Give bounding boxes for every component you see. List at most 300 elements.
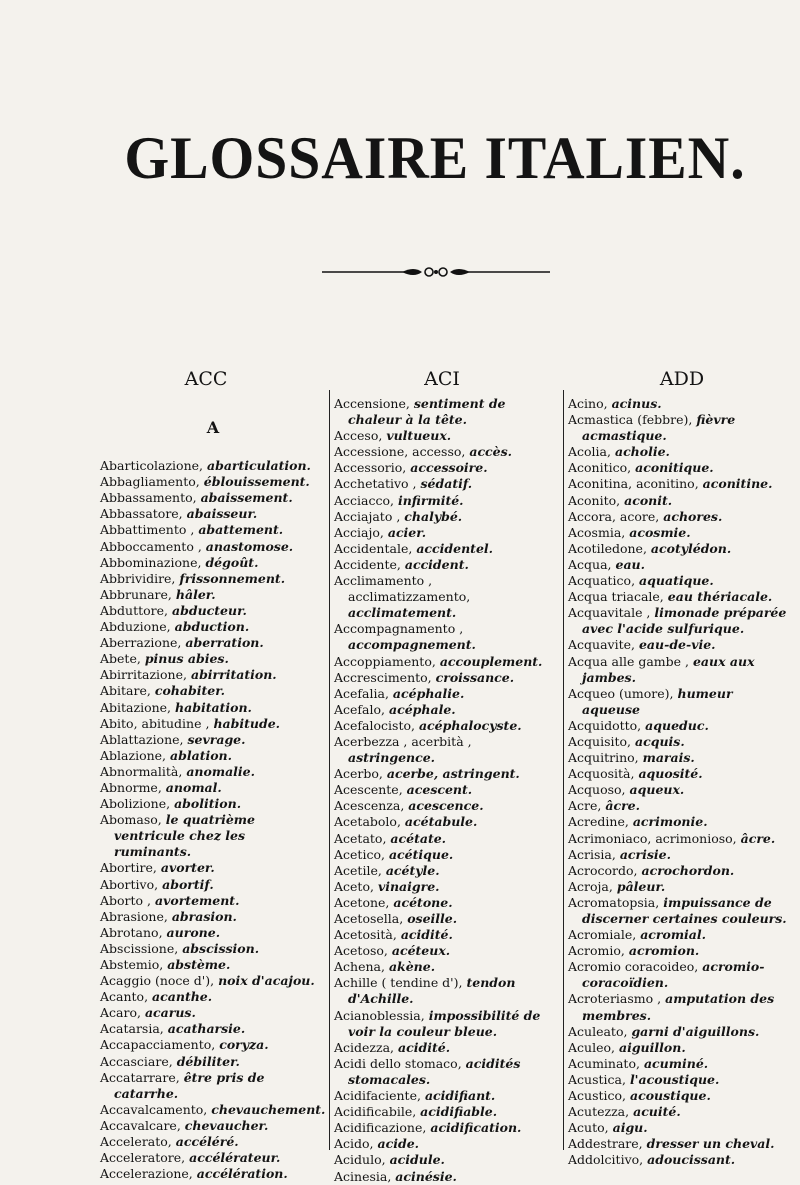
page-title: GLOSSAIRE ITALIEN. <box>124 125 746 191</box>
glossary-entry <box>334 1136 558 1152</box>
glossary-entry <box>100 941 326 957</box>
entry-gloss: acéphale. <box>389 701 456 717</box>
entry-gloss: âcre. <box>740 830 776 846</box>
glossary-entry <box>100 909 326 925</box>
entry-gloss: acromial. <box>640 927 706 943</box>
entry-gloss: acarus. <box>144 1005 196 1021</box>
glossary-entry <box>568 460 790 476</box>
glossary-entry <box>100 571 326 587</box>
glossary-entry <box>568 991 790 1023</box>
entry-gloss: acescent. <box>406 782 473 798</box>
entry-gloss: noix d'acajou. <box>218 973 315 989</box>
entry-gloss: acescence. <box>408 798 484 814</box>
entry-gloss: acuminé. <box>643 1055 709 1071</box>
section-letter: A <box>206 418 220 437</box>
glossary-entry <box>334 509 558 525</box>
glossary-entry <box>100 683 326 699</box>
entry-gloss: éblouissement. <box>203 474 310 490</box>
glossary-entry <box>100 1005 326 1021</box>
entry-term: Acido, <box>334 1136 374 1152</box>
entry-term: Acrimoniaco, acrimonioso, <box>568 830 737 846</box>
entry-gloss: acosmie. <box>629 524 691 540</box>
glossary-entry <box>568 1120 790 1136</box>
entry-term: Addolcitivo, <box>568 1152 644 1168</box>
glossary-entry <box>568 814 790 830</box>
entry-term: Acroja, <box>568 878 613 894</box>
entry-gloss: aquatique. <box>639 573 714 589</box>
entry-term: Abortivo, <box>100 876 159 892</box>
entry-term: Acotiledone, <box>568 540 647 556</box>
glossary-entry <box>568 831 790 847</box>
entry-term: Abarticolazione, <box>100 458 203 474</box>
glossary-entry <box>568 396 790 412</box>
entry-gloss: acrisie. <box>619 846 671 862</box>
entry-term: Acromiale, <box>568 927 637 943</box>
entry-gloss: ablation. <box>170 747 232 763</box>
glossary-entry <box>568 1056 790 1072</box>
entry-term: Accessorio, <box>334 460 407 476</box>
entry-gloss: aconitique. <box>635 460 714 476</box>
glossary-entry <box>568 637 790 653</box>
glossary-entry <box>100 458 326 474</box>
entry-gloss: acétone. <box>393 894 453 910</box>
glossary-entry <box>334 1008 558 1040</box>
entry-gloss: acéteux. <box>391 943 451 959</box>
glossary-entry <box>334 1120 558 1136</box>
glossary-entry <box>100 667 326 683</box>
glossary-entry <box>334 1088 558 1104</box>
entry-term: Acefalocisto, <box>334 717 415 733</box>
entry-gloss: acerbe, astringent. <box>386 766 520 782</box>
glossary-entry <box>568 1136 790 1152</box>
glossary-entry <box>100 1054 326 1070</box>
glossary-entry <box>100 1102 326 1118</box>
entry-gloss: accouplement. <box>439 653 543 669</box>
glossary-entry <box>100 989 326 1005</box>
entry-gloss: accident. <box>404 556 469 572</box>
glossary-entry <box>568 782 790 798</box>
entry-gloss: abirritation. <box>190 667 277 683</box>
glossary-column-1 <box>100 398 326 1182</box>
entry-gloss: acinus. <box>611 396 662 411</box>
entry-gloss: acclimatement. <box>348 605 457 621</box>
entry-term: Acromio, <box>568 943 625 959</box>
entry-term: Achille ( tendine d'), <box>334 975 463 991</box>
entry-term: Acqua, <box>568 556 612 572</box>
entry-term: Acquitrino, <box>568 750 639 766</box>
glossary-entry <box>334 686 558 702</box>
glossary-entry <box>334 911 558 927</box>
entry-term: Ablattazione, <box>100 731 184 747</box>
entry-gloss: achores. <box>663 508 723 524</box>
entry-gloss: acier. <box>387 524 427 540</box>
glossary-entry <box>334 525 558 541</box>
entry-term: Accrescimento, <box>334 669 432 685</box>
glossary-entry <box>334 863 558 879</box>
entry-gloss: akène. <box>388 959 436 975</box>
glossary-entry <box>100 1037 326 1053</box>
entry-gloss: acrochordon. <box>641 862 735 878</box>
entry-gloss: fièvre acmastique. <box>582 412 736 444</box>
entry-term: Accavalcare, <box>100 1117 181 1133</box>
entry-gloss: adoucissant. <box>647 1152 736 1168</box>
entry-gloss: accélération. <box>196 1166 288 1182</box>
glossary-entry <box>100 700 326 716</box>
entry-term: Accora, acore, <box>568 508 660 524</box>
entry-gloss: pinus abies. <box>144 651 229 667</box>
entry-term: Abduttore, <box>100 602 168 618</box>
entry-term: Abitazione, <box>100 699 172 715</box>
entry-term: Acromatopsia, <box>568 894 660 910</box>
entry-gloss: acidités stomacales. <box>348 1055 521 1087</box>
glossary-entry <box>568 766 790 782</box>
entry-gloss: abducteur. <box>171 602 247 618</box>
glossary-entry <box>334 1169 558 1185</box>
glossary-entry <box>100 506 326 522</box>
entry-gloss: accès. <box>469 444 513 460</box>
entry-gloss: acanthe. <box>152 989 213 1005</box>
entry-gloss: impossibilité de voir la couleur bleue. <box>348 1007 541 1039</box>
entry-term: Acanto, <box>100 989 149 1005</box>
entry-gloss: dégoût. <box>205 554 259 570</box>
glossary-entry <box>334 573 558 621</box>
entry-gloss: chevauchement. <box>211 1101 326 1117</box>
entry-gloss: aqueux. <box>629 782 685 798</box>
entry-gloss: aiguillon. <box>618 1039 686 1055</box>
entry-term: Aculeato, <box>568 1023 628 1039</box>
entry-gloss: âcre. <box>605 798 640 814</box>
entry-gloss: acromion. <box>628 943 700 959</box>
glossary-entry <box>568 1040 790 1056</box>
glossary-entry <box>334 428 558 444</box>
glossary-entry <box>568 1024 790 1040</box>
entry-term: Abete, <box>100 651 141 667</box>
entry-term: Acetico, <box>334 846 385 862</box>
glossary-entry <box>100 748 326 764</box>
entry-term: Aconitico, <box>568 460 632 476</box>
entry-term: Abortire, <box>100 860 157 876</box>
entry-term: Acuminato, <box>568 1055 640 1071</box>
glossary-column-2 <box>334 396 558 1185</box>
entry-gloss: acétique. <box>388 846 454 862</box>
entry-term: Acquisito, <box>568 733 632 749</box>
glossary-entry <box>568 573 790 589</box>
entry-gloss: anomalie. <box>186 763 255 779</box>
entry-gloss: acinésie. <box>395 1168 457 1184</box>
entry-term: Acaro, <box>100 1005 141 1021</box>
entry-term: Accavalcamento, <box>100 1101 208 1117</box>
entry-gloss: aconit. <box>624 492 673 508</box>
glossary-entry <box>334 975 558 1007</box>
entry-term: Accoppiamento, <box>334 653 436 669</box>
entry-gloss: frissonnement. <box>179 570 286 586</box>
glossary-entry <box>568 1152 790 1168</box>
entry-gloss: eau. <box>615 556 645 572</box>
entry-gloss: acuité. <box>633 1104 681 1120</box>
entry-term: Abomaso, <box>100 812 162 828</box>
entry-term: Aceto, <box>334 878 374 894</box>
entry-gloss: acatharsie. <box>167 1021 246 1037</box>
entry-term: Acceleratore, <box>100 1150 186 1166</box>
entry-term: Acinesia, <box>334 1168 392 1184</box>
entry-term: Acciajato , <box>334 508 401 524</box>
glossary-entry <box>334 847 558 863</box>
entry-term: Abolizione, <box>100 796 171 812</box>
entry-term: Abbrunare, <box>100 586 172 602</box>
entry-gloss: aberration. <box>185 635 264 651</box>
glossary-entry <box>568 750 790 766</box>
entry-term: Acidificazione, <box>334 1120 427 1136</box>
entry-gloss: abortif. <box>162 876 214 892</box>
glossary-entry <box>568 927 790 943</box>
entry-term: Accessione, accesso, <box>334 444 466 460</box>
entry-gloss: acéphalocyste. <box>418 717 522 733</box>
glossary-entry <box>100 1070 326 1102</box>
glossary-entry <box>568 476 790 492</box>
entry-gloss: accélérateur. <box>189 1150 281 1166</box>
entry-gloss: tendon d'Achille. <box>348 975 516 1007</box>
entry-term: Acetosella, <box>334 911 404 926</box>
entry-gloss: pâleur. <box>616 878 666 894</box>
entry-gloss: abolition. <box>174 796 242 812</box>
glossary-entry <box>568 1072 790 1088</box>
glossary-entry <box>100 555 326 571</box>
entry-term: Abnormalità, <box>100 763 183 779</box>
entry-term: Acetile, <box>334 862 382 878</box>
entry-term: Acquavitale , <box>568 605 651 621</box>
glossary-entry <box>100 1134 326 1150</box>
entry-term: Acidificabile, <box>334 1104 417 1120</box>
entry-term: Acidi dello stomaco, <box>334 1055 462 1071</box>
entry-gloss: abaissement. <box>200 490 293 506</box>
entry-gloss: abstème. <box>167 957 231 972</box>
entry-gloss: chevaucher. <box>184 1117 269 1133</box>
glossary-entry <box>334 444 558 460</box>
entry-term: Acmastica (febbre), <box>568 412 693 428</box>
glossary-entry <box>568 895 790 927</box>
entry-term: Accatarrare, <box>100 1069 180 1085</box>
entry-term: Acidezza, <box>334 1039 395 1055</box>
entry-term: Abbattimento , <box>100 522 195 538</box>
glossary-entry <box>100 522 326 538</box>
entry-term: Achena, <box>334 959 385 975</box>
entry-term: Accompagnamento , <box>334 621 464 637</box>
entry-term: Aconitina, aconitino, <box>568 476 699 492</box>
glossary-entry <box>568 943 790 959</box>
entry-gloss: eau-de-vie. <box>638 637 716 653</box>
entry-gloss: être pris de catarrhe. <box>114 1069 265 1101</box>
glossary-entry <box>100 796 326 812</box>
entry-term: Abrasione, <box>100 908 168 924</box>
glossary-entry <box>100 619 326 635</box>
entry-term: Abbassamento, <box>100 490 197 506</box>
entry-gloss: amputation des membres. <box>582 991 775 1023</box>
entry-term: Aberrazione, <box>100 635 182 651</box>
entry-term: Acidifaciente, <box>334 1088 421 1104</box>
glossary-entry <box>100 651 326 667</box>
entry-gloss: acidité. <box>400 927 453 943</box>
glossary-entry <box>334 734 558 766</box>
entry-term: Acredine, <box>568 814 629 830</box>
glossary-entry <box>334 541 558 557</box>
entry-gloss: impuissance de discerner certaines couleurs. <box>582 894 787 926</box>
entry-gloss: accessoire. <box>410 460 488 476</box>
glossary-entry <box>100 1150 326 1166</box>
entry-term: Acerbezza , acerbità , <box>334 733 472 749</box>
glossary-entry <box>334 396 558 428</box>
entry-term: Acquidotto, <box>568 717 642 733</box>
entry-term: Abrotano, <box>100 924 163 940</box>
glossary-entry <box>334 959 558 975</box>
entry-term: Acqueo (umore), <box>568 685 674 701</box>
glossary-entry <box>334 766 558 782</box>
glossary-entry <box>334 654 558 670</box>
entry-term: Abbassatore, <box>100 506 183 522</box>
glossary-entry <box>100 732 326 748</box>
entry-gloss: acide. <box>377 1136 420 1152</box>
entry-term: Acetato, <box>334 830 387 846</box>
entry-term: Abito, abitudine , <box>100 715 210 731</box>
column-rule-2 <box>563 390 564 1150</box>
entry-gloss: abarticulation. <box>206 458 311 474</box>
entry-gloss: oseille. <box>407 911 458 926</box>
glossary-entry <box>100 780 326 796</box>
glossary-entry <box>334 895 558 911</box>
entry-gloss: acéphalie. <box>392 685 465 701</box>
glossary-entry <box>568 686 790 718</box>
entry-gloss: avortement. <box>155 892 240 908</box>
entry-gloss: acholie. <box>614 444 670 460</box>
glossary-entry <box>100 860 326 876</box>
entry-gloss: acidification. <box>430 1120 522 1136</box>
entry-gloss: acrimonie. <box>632 814 708 830</box>
glossary-entry <box>334 1152 558 1168</box>
entry-term: Abbagliamento, <box>100 474 200 490</box>
glossary-entry <box>568 863 790 879</box>
entry-gloss: eau thériacale. <box>667 589 773 605</box>
entry-gloss: aqueduc. <box>645 717 709 733</box>
entry-term: Acefalo, <box>334 701 386 717</box>
entry-gloss: débiliter. <box>176 1053 240 1069</box>
entry-gloss: aquosité. <box>638 766 703 782</box>
entry-term: Acetoso, <box>334 943 388 959</box>
glossary-entry <box>568 541 790 557</box>
glossary-entry <box>100 764 326 780</box>
entry-gloss: coryza. <box>219 1037 269 1053</box>
entry-gloss: vultueux. <box>386 428 452 444</box>
entry-term: Accelerato, <box>100 1134 172 1150</box>
entry-term: Acefalia, <box>334 685 389 701</box>
entry-gloss: accéléré. <box>175 1134 239 1150</box>
column-header-3: ADD <box>659 368 705 390</box>
entry-gloss: infirmité. <box>397 492 464 508</box>
glossary-entry <box>100 1166 326 1182</box>
glossary-column-3 <box>568 396 790 1169</box>
entry-term: Acrisia, <box>568 846 616 862</box>
entry-gloss: abaisseur. <box>186 506 258 522</box>
glossary-entry <box>100 812 326 860</box>
glossary-entry <box>334 460 558 476</box>
glossary-entry <box>100 1021 326 1037</box>
glossary-entry <box>100 877 326 893</box>
entry-gloss: chalybé. <box>404 508 463 524</box>
entry-gloss: acétyle. <box>385 862 440 878</box>
glossary-entry <box>334 718 558 734</box>
glossary-entry <box>334 1104 558 1120</box>
entry-term: Acetabolo, <box>334 814 401 830</box>
entry-term: Acchetativo , <box>334 476 417 492</box>
glossary-entry <box>100 635 326 651</box>
entry-gloss: dresser un cheval. <box>646 1136 775 1152</box>
glossary-entry <box>100 587 326 603</box>
entry-term: Acetone, <box>334 894 390 910</box>
glossary-entry <box>334 670 558 686</box>
entry-term: Acclimamento , acclimatizzamento, <box>334 573 471 605</box>
glossary-entry <box>568 557 790 573</box>
entry-term: Abnorme, <box>100 779 162 795</box>
glossary-entry <box>100 490 326 506</box>
entry-gloss: limonade préparée avec l'acide sulfurique. <box>582 605 787 637</box>
glossary-entry <box>568 847 790 863</box>
entry-term: Acustico, <box>568 1088 627 1104</box>
entry-gloss: garni d'aiguillons. <box>631 1023 760 1039</box>
entry-term: Acidulo, <box>334 1152 386 1168</box>
entry-gloss: acétabule. <box>404 814 478 830</box>
column-rule-1 <box>329 390 330 1150</box>
entry-term: Acescente, <box>334 782 403 798</box>
entry-term: Acutezza, <box>568 1104 630 1120</box>
entry-term: Acre, <box>568 798 602 814</box>
glossary-entry <box>568 444 790 460</box>
entry-term: Acciacco, <box>334 492 394 508</box>
column-header-1: ACC <box>184 368 228 390</box>
glossary-entry <box>334 1056 558 1088</box>
column-header-2: ACI <box>424 368 460 390</box>
entry-gloss: abduction. <box>174 619 250 635</box>
glossary-entry <box>100 603 326 619</box>
glossary-entry <box>334 493 558 509</box>
entry-term: Abstemio, <box>100 957 164 972</box>
glossary-entry <box>568 1104 790 1120</box>
entry-term: Acceso, <box>334 428 383 444</box>
entry-gloss: acidifiant. <box>424 1088 496 1104</box>
entry-term: Acescenza, <box>334 798 405 814</box>
entry-term: Abbominazione, <box>100 554 202 570</box>
entry-term: Abduzione, <box>100 619 171 635</box>
entry-term: Accidentale, <box>334 540 413 556</box>
entry-gloss: avorter. <box>160 860 215 876</box>
glossary-entry <box>100 893 326 909</box>
entry-gloss: acétate. <box>390 830 447 846</box>
glossary-entry <box>100 539 326 555</box>
entry-term: Acrocordo, <box>568 862 638 878</box>
entry-term: Abboccamento , <box>100 538 202 554</box>
entry-term: Accidente, <box>334 556 401 572</box>
entry-term: Addestrare, <box>568 1136 643 1152</box>
entry-gloss: sevrage. <box>187 731 246 747</box>
ornament-divider <box>322 262 550 282</box>
entry-term: Acqua triacale, <box>568 589 664 605</box>
entry-term: Acromio coracoideo, <box>568 959 699 975</box>
entry-gloss: aconitine. <box>702 476 773 492</box>
entry-gloss: abscission. <box>182 940 260 956</box>
entry-gloss: vinaigre. <box>377 878 440 894</box>
entry-term: Acatarsia, <box>100 1021 164 1037</box>
glossary-entry <box>100 973 326 989</box>
entry-gloss: marais. <box>642 750 695 766</box>
entry-gloss: habitation. <box>175 699 252 715</box>
glossary-entry <box>334 798 558 814</box>
